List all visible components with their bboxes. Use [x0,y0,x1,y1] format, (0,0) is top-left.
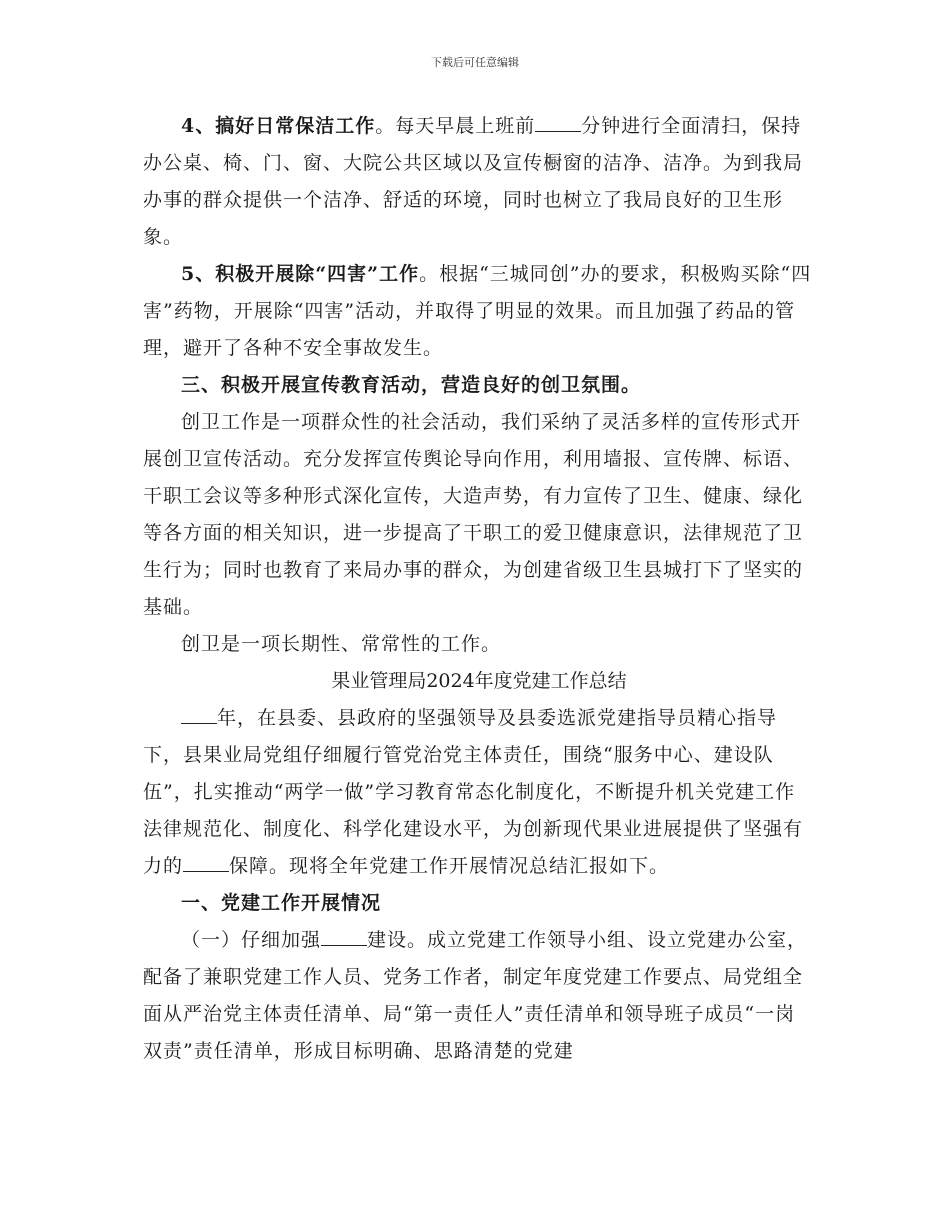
fill-blank [183,851,229,872]
paragraph-cleaning [143,108,815,256]
document-title: 果业管理局2024年度党建工作总结 [331,670,627,692]
paragraph-text: 。根据“三城同创”办的要求，积极购买除“四害”药物，开展除“四害”活动，并取得了明显的效果。而且加强了药品的管理，避开了各种不安全事故发生。 [143,263,812,359]
paragraph-heading: 5、积极开展除“四害”工作 [181,263,420,285]
fill-blank [321,925,367,946]
paragraph-intro [143,700,815,885]
fill-blank [181,703,217,724]
page-header: 下载后可任意编辑 [431,56,519,69]
paragraph-text: （一）仔细加强 [181,929,322,951]
paragraph-text: 建设。成立党建工作领导小组、设立党建办公室，配备了兼职党建工作人员、党务工作者，制定年度党建工作要点、局党组全面从严治党主体责任清单、局“第一责任人”责任清单和领导班子成员“一岗双责”责任清单，形成目标明确、思路清楚的党建 [143,929,808,1062]
paragraph-text: 保障。现将全年党建工作开展情况总结汇报如下。 [229,855,670,877]
paragraph-closing: 创卫是一项长期性、常常性的工作。 [181,633,502,655]
paragraph-text: 分钟进行全面清扫，保持办公桌、椅、门、窗、大院公共区域以及宣传橱窗的洁净、洁净。为到我局办事的群众提供一个洁净、舒适的环境，同时也树立了我局良好的卫生形象。 [143,115,804,248]
fill-blank [535,111,581,132]
section-heading-party-work: 一、党建工作开展情况 [181,892,382,914]
paragraph-heading: 4、搞好日常保洁工作 [181,115,376,137]
section-heading-publicity: 三、积极开展宣传教育活动，营造良好的创卫氛围。 [181,374,642,396]
paragraph-text: 。每天早晨上班前 [375,115,536,137]
paragraph-pest-control [143,256,815,367]
paragraph-party-building [143,922,815,1070]
paragraph-publicity: 创卫工作是一项群众性的社会活动，我们采纳了灵活多样的宣传形式开展创卫宣传活动。充分发挥宣传舆论导向作用，利用墙报、宣传牌、标语、干职工会议等多种形式深化宣传，大造声势，有力宣传了卫生、健康、绿化等各方面的相关知识，进一步提高了干职工的爱卫健康意识，法律规范了卫生行为；同时也教育了来局办事的群众，为创建省级卫生县城打下了坚实的基础。 [143,411,804,618]
paragraph-text: 年，在县委、县政府的坚强领导及县委选派党建指导员精心指导下，县果业局党组仔细履行管党治党主体责任，围绕“服务中心、建设队伍”，扎实推动“两学一做”学习教育常态化制度化，不断提升机关党建工作法律规范化、制度化、科学化建设水平，为创新现代果业进展提供了坚强有力的 [143,707,804,877]
document-body [143,108,815,1070]
